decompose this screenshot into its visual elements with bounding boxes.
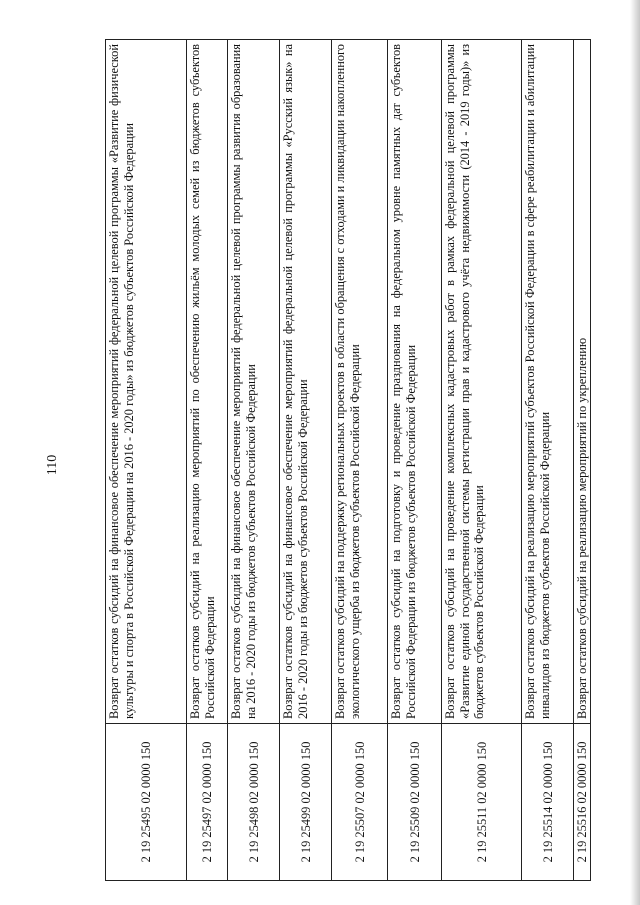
description-cell: Возврат остатков субсидий на подготовку и проведение празднования на федеральном уровне памятных дат субъектов Российской Федерации из бюджетов субъектов Российской Федерации	[388, 40, 442, 724]
description-cell: Возврат остатков субсидий на реализацию мероприятий субъектов Российской Федерации в сфере реабилитации и абилитации инвалидов из бюджетов субъектов Российской Федерации	[522, 40, 574, 724]
budget-code-cell: 2 19 25516 02 0000 150	[574, 724, 591, 881]
budget-code-cell: 2 19 25507 02 0000 150	[332, 724, 388, 881]
description-cell: Возврат остатков субсидий на проведение комплексных кадастровых работ в рамках федеральной целевой программы «Развитие единой государственной системы регистрации прав и кадастрового учёта недвижимости (2014 - 2019 годы)» из бюджетов субъектов Российской Федерации	[442, 40, 522, 724]
budget-code-table-body	[106, 40, 591, 881]
table-row	[228, 40, 280, 881]
budget-code-cell: 2 19 25511 02 0000 150	[442, 724, 522, 881]
description-cell: Возврат остатков субсидий на поддержку региональных проектов в области обращения с отходами и ликвидации накопленного экологического ущерба из бюджетов субъектов Российской Федерации	[332, 40, 388, 724]
budget-code-cell: 2 19 25499 02 0000 150	[280, 724, 332, 881]
table-row	[106, 40, 187, 881]
budget-code-cell: 2 19 25498 02 0000 150	[228, 724, 280, 881]
scan-edge-shadow	[630, 0, 640, 905]
budget-code-cell: 2 19 25509 02 0000 150	[388, 724, 442, 881]
page-number: 110	[45, 454, 60, 476]
description-cell: Возврат остатков субсидий на финансовое обеспечение мероприятий федеральной целевой программы «Русский язык» на 2016 - 2020 годы из бюджетов субъектов Российской Федерации	[280, 40, 332, 724]
table-row	[332, 40, 388, 881]
table-row	[522, 40, 574, 881]
budget-code-table	[105, 39, 591, 881]
table-row	[187, 40, 228, 881]
description-cell: Возврат остатков субсидий на финансовое обеспечение мероприятий федеральной целевой программы «Развитие физической культуры и спорта в Российской Федерации на 2016 - 2020 годы» из бюджетов субъектов Российской Федерации	[106, 40, 187, 724]
budget-code-cell: 2 19 25497 02 0000 150	[187, 724, 228, 881]
budget-code-table-container	[105, 39, 590, 881]
description-cell: Возврат остатков субсидий на реализацию мероприятий по обеспечению жильём молодых семей из бюджетов субъектов Российской Федерации	[187, 40, 228, 724]
budget-code-cell: 2 19 25495 02 0000 150	[106, 724, 187, 881]
description-cell: Возврат остатков субсидий на финансовое обеспечение мероприятий федеральной целевой программы развития образования на 2016 - 2020 годы из бюджетов субъектов Российской Федерации	[228, 40, 280, 724]
budget-code-cell: 2 19 25514 02 0000 150	[522, 724, 574, 881]
table-row	[388, 40, 442, 881]
description-cell: Возврат остатков субсидий на реализацию мероприятий по укреплению	[574, 40, 591, 724]
table-row	[442, 40, 522, 881]
table-row	[574, 40, 591, 881]
table-row	[280, 40, 332, 881]
